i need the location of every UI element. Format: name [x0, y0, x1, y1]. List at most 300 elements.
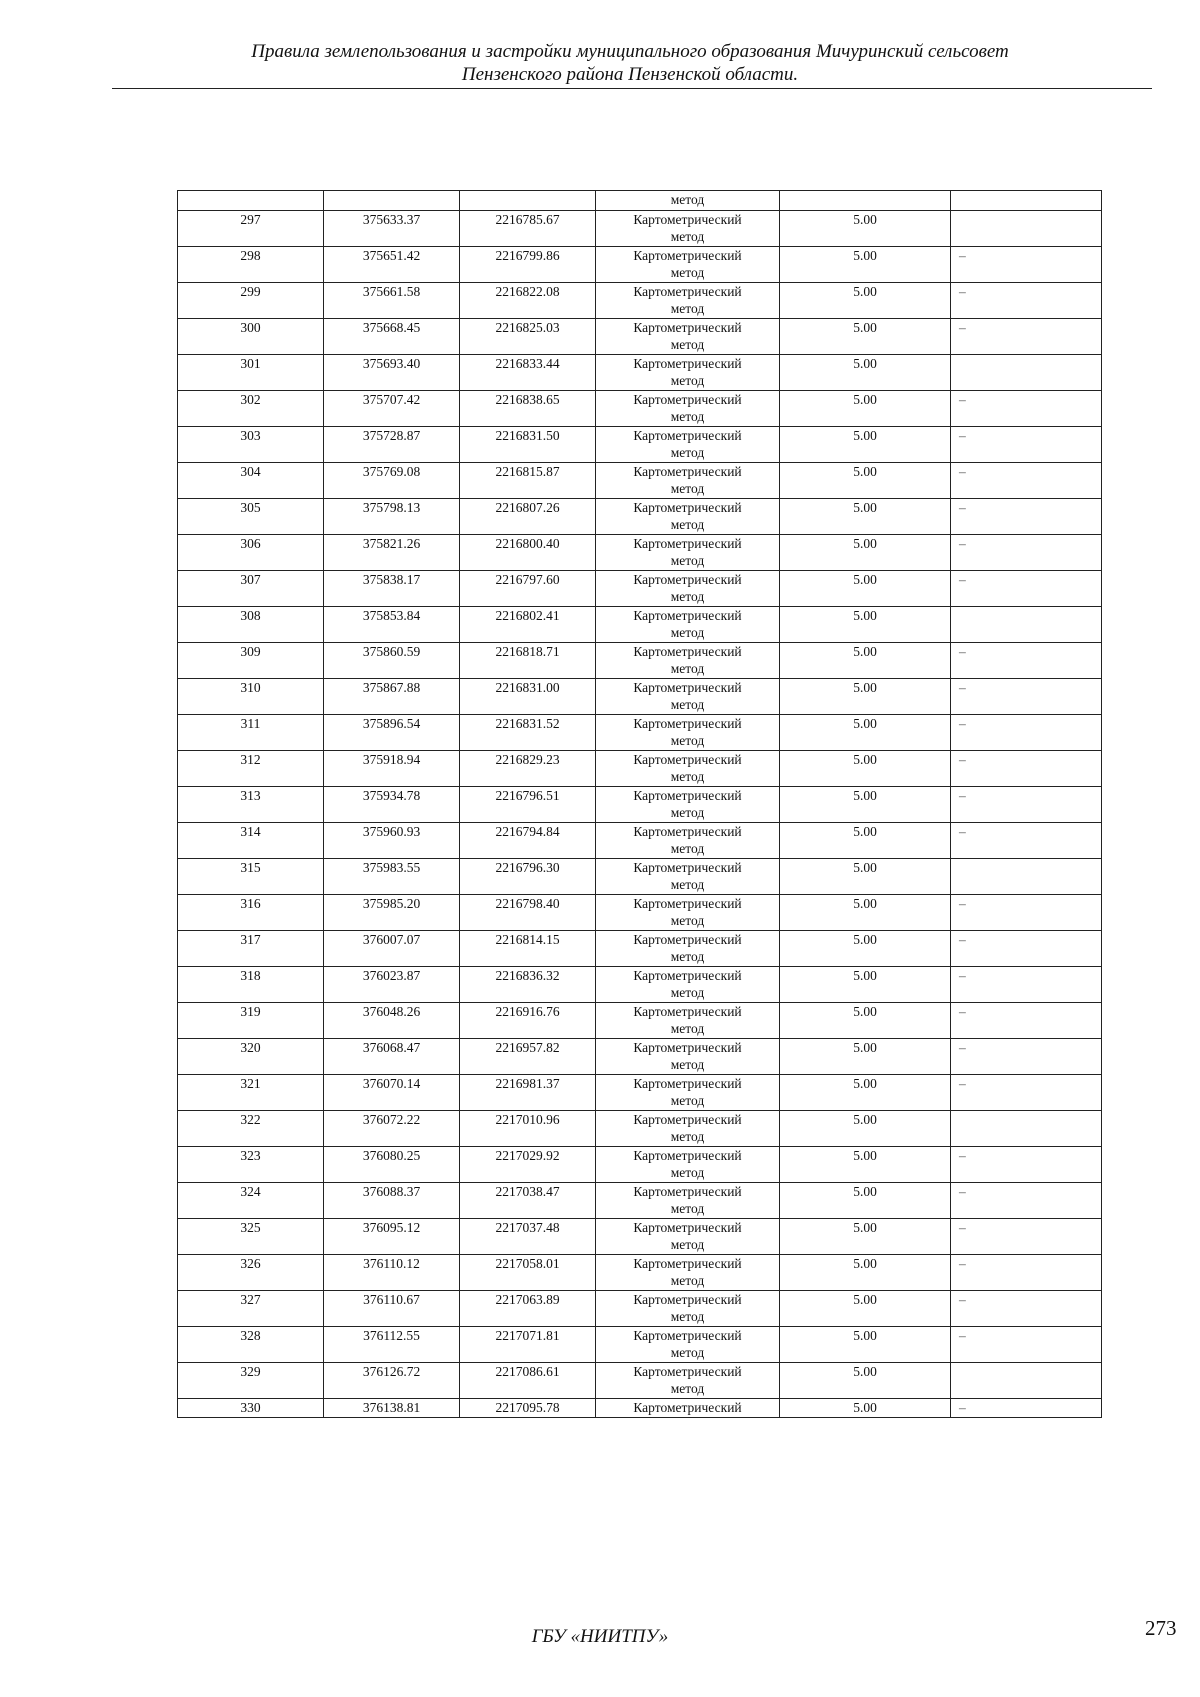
cell-y: 2217010.96 — [460, 1111, 596, 1147]
table-row-continuation — [178, 191, 1102, 211]
method-line-1: Картометрический — [633, 212, 742, 227]
cell-note: – — [951, 643, 1102, 679]
cell-number: 308 — [178, 607, 324, 643]
cell-note: – — [951, 1147, 1102, 1183]
method-line-1: Картометрический — [633, 536, 742, 551]
cell-method — [596, 427, 780, 463]
cell-note: – — [951, 715, 1102, 751]
cell-y: 2216831.50 — [460, 427, 596, 463]
cell-accuracy: 5.00 — [780, 319, 951, 355]
cell-method — [596, 967, 780, 1003]
table-row — [178, 391, 1102, 427]
cell-note: – — [951, 571, 1102, 607]
cell-method — [596, 823, 780, 859]
method-line-2: метод — [670, 445, 705, 460]
cell-number: 313 — [178, 787, 324, 823]
cell-note: – — [951, 1291, 1102, 1327]
cell-method — [596, 607, 780, 643]
method-line-1: Картометрический — [633, 608, 742, 623]
cell-method — [596, 571, 780, 607]
cell-y: 2216981.37 — [460, 1075, 596, 1111]
cell-note: – — [951, 391, 1102, 427]
cell-y: 2217029.92 — [460, 1147, 596, 1183]
method-line-1: Картометрический — [633, 644, 742, 659]
table-row — [178, 931, 1102, 967]
method-line-2: метод — [670, 1201, 705, 1216]
table-row — [178, 463, 1102, 499]
cell-y: 2217037.48 — [460, 1219, 596, 1255]
cell-accuracy: 5.00 — [780, 895, 951, 931]
cell-y: 2216836.32 — [460, 967, 596, 1003]
method-line-1: Картометрический — [633, 1292, 742, 1307]
cell-accuracy: 5.00 — [780, 427, 951, 463]
cell-x: 375668.45 — [324, 319, 460, 355]
page-header — [110, 40, 1150, 86]
cell-accuracy: 5.00 — [780, 787, 951, 823]
cell-x: 375769.08 — [324, 463, 460, 499]
method-line-1: Картометрический — [633, 1220, 742, 1235]
cell-accuracy: 5.00 — [780, 1183, 951, 1219]
method-line-2: метод — [670, 1165, 705, 1180]
cell-number: 297 — [178, 211, 324, 247]
cell-accuracy: 5.00 — [780, 931, 951, 967]
coordinates-table — [177, 190, 1102, 1418]
cell-number: 316 — [178, 895, 324, 931]
cell-number: 300 — [178, 319, 324, 355]
cell-method — [596, 463, 780, 499]
method-line-1: Картометрический — [633, 1112, 742, 1127]
cell-accuracy: 5.00 — [780, 211, 951, 247]
table-row — [178, 427, 1102, 463]
method-line-1: Картометрический — [633, 1256, 742, 1271]
method-line-2: метод — [670, 409, 705, 424]
table-row — [178, 1075, 1102, 1111]
table-row — [178, 319, 1102, 355]
method-line-1: Картометрический — [633, 680, 742, 695]
cell-y — [460, 191, 596, 211]
cell-y: 2216815.87 — [460, 463, 596, 499]
method-line-1: Картометрический — [633, 248, 742, 263]
cell-y: 2216798.40 — [460, 895, 596, 931]
cell-y: 2216807.26 — [460, 499, 596, 535]
method-line-2: метод — [670, 1237, 705, 1252]
cell-x: 375983.55 — [324, 859, 460, 895]
table-row — [178, 1291, 1102, 1327]
cell-x: 375798.13 — [324, 499, 460, 535]
cell-x: 376095.12 — [324, 1219, 460, 1255]
cell-x: 375661.58 — [324, 283, 460, 319]
method-line-1: Картометрический — [633, 824, 742, 839]
table-row — [178, 967, 1102, 1003]
cell-x: 376112.55 — [324, 1327, 460, 1363]
cell-y: 2217095.78 — [460, 1399, 596, 1418]
cell-accuracy: 5.00 — [780, 1327, 951, 1363]
cell-x: 376110.12 — [324, 1255, 460, 1291]
cell-number: 325 — [178, 1219, 324, 1255]
cell-note: – — [951, 1399, 1102, 1418]
cell-note — [951, 355, 1102, 391]
cell-note: – — [951, 967, 1102, 1003]
table-row — [178, 499, 1102, 535]
cell-y: 2216818.71 — [460, 643, 596, 679]
method-line-2: метод — [670, 733, 705, 748]
method-line-2: метод — [670, 1093, 705, 1108]
cell-method — [596, 211, 780, 247]
cell-x: 376110.67 — [324, 1291, 460, 1327]
cell-method — [596, 643, 780, 679]
cell-accuracy: 5.00 — [780, 535, 951, 571]
table-row — [178, 607, 1102, 643]
cell-method — [596, 247, 780, 283]
cell-note: – — [951, 427, 1102, 463]
method-line-2: метод — [670, 805, 705, 820]
method-line-2: метод — [670, 697, 705, 712]
cell-method — [596, 751, 780, 787]
cell-number: 302 — [178, 391, 324, 427]
table-row — [178, 1111, 1102, 1147]
cell-method — [596, 859, 780, 895]
method-line-1: Картометрический — [633, 356, 742, 371]
cell-x: 375960.93 — [324, 823, 460, 859]
table-row — [178, 355, 1102, 391]
cell-y: 2216829.23 — [460, 751, 596, 787]
cell-accuracy: 5.00 — [780, 967, 951, 1003]
cell-y: 2216822.08 — [460, 283, 596, 319]
cell-note: – — [951, 283, 1102, 319]
method-line-2: метод — [670, 229, 705, 244]
table-row — [178, 211, 1102, 247]
method-line-1: Картометрический — [633, 284, 742, 299]
cell-note: – — [951, 1327, 1102, 1363]
cell-accuracy: 5.00 — [780, 463, 951, 499]
cell-x: 375821.26 — [324, 535, 460, 571]
cell-method — [596, 715, 780, 751]
table-row — [178, 1255, 1102, 1291]
cell-y: 2216825.03 — [460, 319, 596, 355]
cell-x: 375838.17 — [324, 571, 460, 607]
cell-method — [596, 319, 780, 355]
cell-number: 317 — [178, 931, 324, 967]
table-row — [178, 787, 1102, 823]
cell-note: – — [951, 535, 1102, 571]
header-line-1: Правила землепользования и застройки муниципального образования Мичуринский сельсовет — [251, 41, 1009, 62]
cell-method — [596, 1039, 780, 1075]
cell-note: – — [951, 823, 1102, 859]
method-line-1: Картометрический — [633, 752, 742, 767]
cell-accuracy: 5.00 — [780, 1291, 951, 1327]
method-line-2: метод — [670, 1129, 705, 1144]
method-line-2: метод — [670, 337, 705, 352]
cell-note: – — [951, 787, 1102, 823]
method-line-2: метод — [670, 373, 705, 388]
method-line-1: Картометрический — [633, 1148, 742, 1163]
method-line-1: Картометрический — [633, 428, 742, 443]
cell-x: 375918.94 — [324, 751, 460, 787]
method-line-1: Картометрический — [633, 788, 742, 803]
cell-y: 2216800.40 — [460, 535, 596, 571]
cell-y: 2216796.30 — [460, 859, 596, 895]
method-line-2: метод — [670, 625, 705, 640]
cell-y: 2216814.15 — [460, 931, 596, 967]
cell-accuracy: 5.00 — [780, 1147, 951, 1183]
cell-note: – — [951, 1039, 1102, 1075]
cell-accuracy: 5.00 — [780, 247, 951, 283]
method-line-2: метод — [670, 265, 705, 280]
cell-accuracy: 5.00 — [780, 751, 951, 787]
method-line-1: Картометрический — [633, 320, 742, 335]
table-row — [178, 1003, 1102, 1039]
cell-x: 376138.81 — [324, 1399, 460, 1418]
method-line-2: метод — [670, 841, 705, 856]
cell-number: 319 — [178, 1003, 324, 1039]
cell-accuracy: 5.00 — [780, 391, 951, 427]
cell-note: – — [951, 679, 1102, 715]
table-row — [178, 247, 1102, 283]
cell-number: 315 — [178, 859, 324, 895]
cell-accuracy: 5.00 — [780, 1039, 951, 1075]
cell-y: 2217086.61 — [460, 1363, 596, 1399]
cell-y: 2216802.41 — [460, 607, 596, 643]
cell-number: 307 — [178, 571, 324, 607]
cell-x: 376023.87 — [324, 967, 460, 1003]
coordinates-table-body — [178, 191, 1102, 1418]
cell-y: 2216799.86 — [460, 247, 596, 283]
cell-x: 376072.22 — [324, 1111, 460, 1147]
cell-note — [951, 1363, 1102, 1399]
cell-number: 298 — [178, 247, 324, 283]
cell-note: – — [951, 1219, 1102, 1255]
cell-number: 323 — [178, 1147, 324, 1183]
cell-accuracy: 5.00 — [780, 859, 951, 895]
table-row — [178, 895, 1102, 931]
cell-x: 376126.72 — [324, 1363, 460, 1399]
method-tail: метод — [670, 192, 705, 207]
cell-number: 301 — [178, 355, 324, 391]
method-line-1: Картометрический — [633, 1184, 742, 1199]
cell-note — [951, 211, 1102, 247]
cell-x: 375934.78 — [324, 787, 460, 823]
cell-x: 375728.87 — [324, 427, 460, 463]
cell-x — [324, 191, 460, 211]
cell-method — [596, 283, 780, 319]
cell-note — [951, 191, 1102, 211]
footer-organization: ГБУ «НИИТПУ» — [531, 1626, 669, 1647]
method-line-2: метод — [670, 769, 705, 784]
cell-method — [596, 355, 780, 391]
method-line-2: метод — [670, 301, 705, 316]
cell-method — [596, 1183, 780, 1219]
table-row — [178, 283, 1102, 319]
cell-method — [596, 1363, 780, 1399]
method-line-2: метод — [670, 553, 705, 568]
cell-number: 312 — [178, 751, 324, 787]
cell-x: 376068.47 — [324, 1039, 460, 1075]
cell-note — [951, 859, 1102, 895]
table-row — [178, 571, 1102, 607]
cell-x: 375651.42 — [324, 247, 460, 283]
cell-x: 376088.37 — [324, 1183, 460, 1219]
cell-x: 375896.54 — [324, 715, 460, 751]
cell-y: 2216831.52 — [460, 715, 596, 751]
cell-x: 375853.84 — [324, 607, 460, 643]
cell-accuracy: 5.00 — [780, 1075, 951, 1111]
cell-note: – — [951, 1183, 1102, 1219]
cell-method — [596, 191, 780, 211]
cell-number: 314 — [178, 823, 324, 859]
page-number: 273 — [1145, 1616, 1177, 1640]
cell-y: 2217071.81 — [460, 1327, 596, 1363]
cell-accuracy: 5.00 — [780, 1111, 951, 1147]
table-row — [178, 1147, 1102, 1183]
cell-accuracy: 5.00 — [780, 1255, 951, 1291]
cell-number: 330 — [178, 1399, 324, 1418]
cell-method — [596, 787, 780, 823]
method-line-2: метод — [670, 913, 705, 928]
cell-accuracy — [780, 191, 951, 211]
method-line-1: Картометрический — [633, 500, 742, 515]
method-line-2: метод — [670, 1381, 705, 1396]
cell-method — [596, 895, 780, 931]
method-line-2: метод — [670, 517, 705, 532]
method-line-2: метод — [670, 1021, 705, 1036]
method-line-1: Картометрический — [633, 464, 742, 479]
method-line-1: Картометрический — [633, 1040, 742, 1055]
header-rule — [112, 88, 1152, 89]
cell-y: 2216916.76 — [460, 1003, 596, 1039]
table-row — [178, 1183, 1102, 1219]
cell-method — [596, 1003, 780, 1039]
table-row — [178, 1219, 1102, 1255]
cell-note: – — [951, 499, 1102, 535]
cell-x: 376048.26 — [324, 1003, 460, 1039]
table-row — [178, 1399, 1102, 1418]
method-line-2: метод — [670, 589, 705, 604]
method-line-1: Картометрический — [633, 1328, 742, 1343]
cell-x: 376007.07 — [324, 931, 460, 967]
cell-method — [596, 1291, 780, 1327]
cell-y: 2216833.44 — [460, 355, 596, 391]
cell-y: 2216831.00 — [460, 679, 596, 715]
cell-method — [596, 1219, 780, 1255]
table-row — [178, 679, 1102, 715]
method-line-2: метод — [670, 1273, 705, 1288]
cell-x: 375867.88 — [324, 679, 460, 715]
cell-number: 304 — [178, 463, 324, 499]
cell-number: 311 — [178, 715, 324, 751]
cell-accuracy: 5.00 — [780, 1363, 951, 1399]
cell-number: 324 — [178, 1183, 324, 1219]
table-row — [178, 715, 1102, 751]
method-line-2: метод — [670, 661, 705, 676]
cell-number: 310 — [178, 679, 324, 715]
method-line-1: Картометрический — [633, 716, 742, 731]
cell-method — [596, 1255, 780, 1291]
cell-note: – — [951, 931, 1102, 967]
cell-accuracy: 5.00 — [780, 499, 951, 535]
method-line-2: метод — [670, 877, 705, 892]
cell-x: 376070.14 — [324, 1075, 460, 1111]
method-line-2: метод — [670, 481, 705, 496]
cell-accuracy: 5.00 — [780, 607, 951, 643]
cell-number: 303 — [178, 427, 324, 463]
method-line-2: метод — [670, 1057, 705, 1072]
method-line-1: Картометрический — [633, 1400, 742, 1415]
cell-note: – — [951, 319, 1102, 355]
cell-accuracy: 5.00 — [780, 643, 951, 679]
cell-y: 2216794.84 — [460, 823, 596, 859]
cell-accuracy: 5.00 — [780, 679, 951, 715]
cell-number: 322 — [178, 1111, 324, 1147]
cell-accuracy: 5.00 — [780, 823, 951, 859]
cell-method — [596, 1399, 780, 1418]
cell-number: 329 — [178, 1363, 324, 1399]
cell-x: 375707.42 — [324, 391, 460, 427]
cell-number: 328 — [178, 1327, 324, 1363]
cell-y: 2217038.47 — [460, 1183, 596, 1219]
method-line-1: Картометрический — [633, 1076, 742, 1091]
cell-accuracy: 5.00 — [780, 355, 951, 391]
cell-y: 2216797.60 — [460, 571, 596, 607]
cell-number: 318 — [178, 967, 324, 1003]
cell-note: – — [951, 463, 1102, 499]
cell-method — [596, 391, 780, 427]
table-row — [178, 823, 1102, 859]
cell-method — [596, 499, 780, 535]
cell-method — [596, 931, 780, 967]
method-line-2: метод — [670, 949, 705, 964]
method-line-1: Картометрический — [633, 392, 742, 407]
method-line-1: Картометрический — [633, 896, 742, 911]
cell-method — [596, 679, 780, 715]
cell-note — [951, 607, 1102, 643]
method-line-2: метод — [670, 1309, 705, 1324]
cell-method — [596, 1075, 780, 1111]
header-line-2: Пензенского района Пензенской области. — [461, 64, 799, 85]
cell-number: 320 — [178, 1039, 324, 1075]
cell-x: 375985.20 — [324, 895, 460, 931]
method-line-1: Картометрический — [633, 1364, 742, 1379]
cell-x: 376080.25 — [324, 1147, 460, 1183]
method-line-1: Картометрический — [633, 932, 742, 947]
cell-number: 299 — [178, 283, 324, 319]
cell-note — [951, 1111, 1102, 1147]
cell-number: 326 — [178, 1255, 324, 1291]
cell-y: 2217063.89 — [460, 1291, 596, 1327]
method-line-1: Картометрический — [633, 860, 742, 875]
cell-note: – — [951, 1255, 1102, 1291]
cell-note: – — [951, 895, 1102, 931]
cell-accuracy: 5.00 — [780, 1219, 951, 1255]
cell-number: 306 — [178, 535, 324, 571]
cell-number: 305 — [178, 499, 324, 535]
table-row — [178, 1327, 1102, 1363]
cell-number — [178, 191, 324, 211]
cell-y: 2216838.65 — [460, 391, 596, 427]
cell-note: – — [951, 1003, 1102, 1039]
table-row — [178, 1363, 1102, 1399]
cell-x: 375860.59 — [324, 643, 460, 679]
cell-accuracy: 5.00 — [780, 715, 951, 751]
table-row — [178, 1039, 1102, 1075]
cell-accuracy: 5.00 — [780, 1003, 951, 1039]
table-row — [178, 751, 1102, 787]
method-line-1: Картометрический — [633, 572, 742, 587]
cell-accuracy: 5.00 — [780, 1399, 951, 1418]
method-line-2: метод — [670, 985, 705, 1000]
method-line-2: метод — [670, 1345, 705, 1360]
cell-accuracy: 5.00 — [780, 283, 951, 319]
cell-x: 375693.40 — [324, 355, 460, 391]
